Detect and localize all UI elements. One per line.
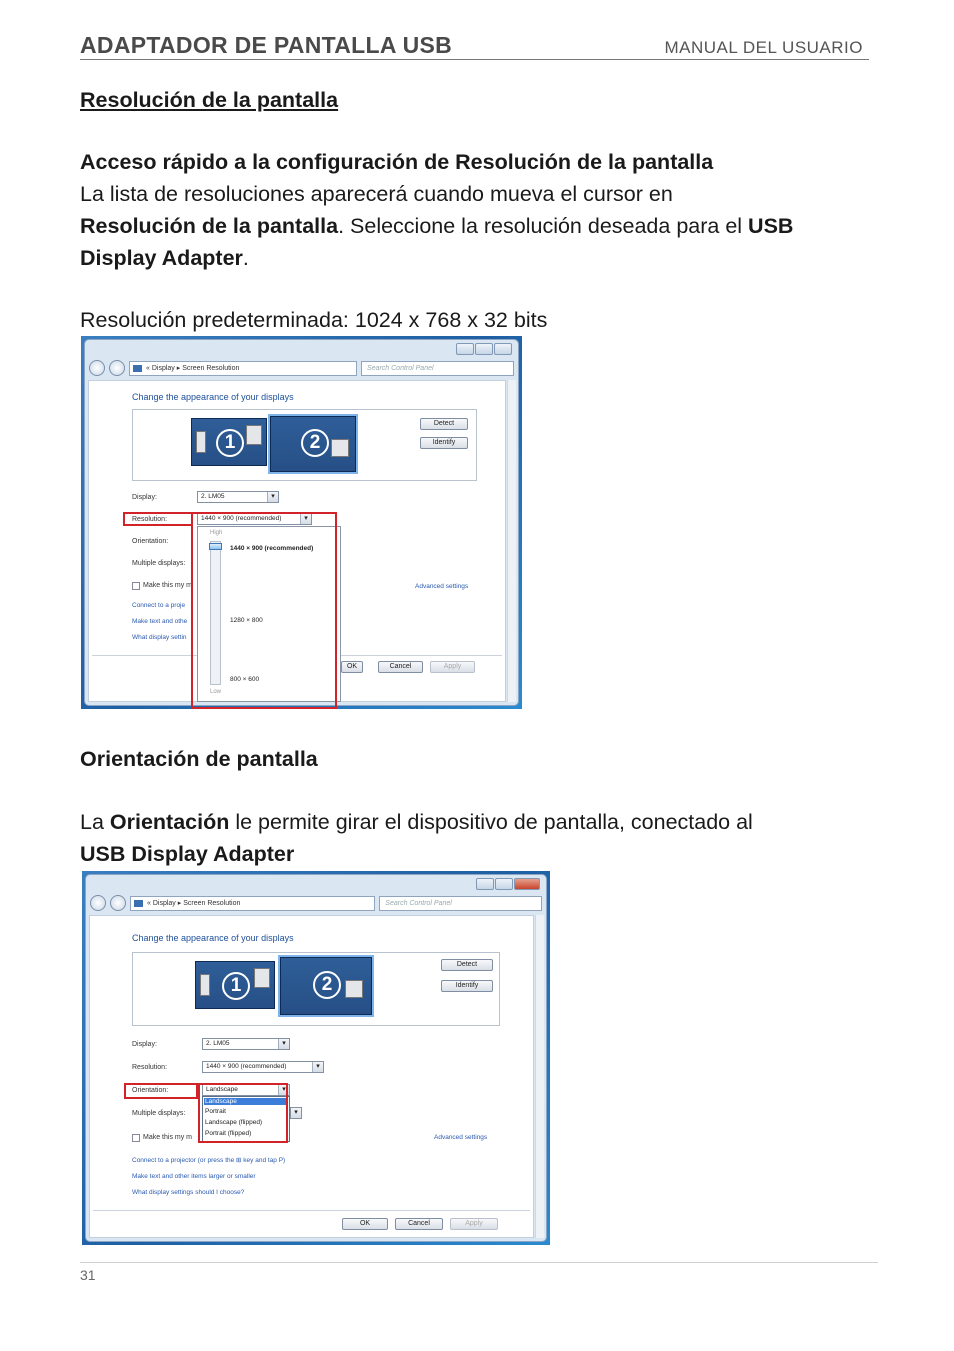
orientation-label: Orientation:	[132, 538, 169, 545]
orientation-option: Portrait	[205, 1108, 226, 1115]
address-row	[90, 894, 542, 912]
content-heading: Change the appearance of your displays	[132, 933, 294, 943]
orientation-option: Landscape (flipped)	[205, 1119, 263, 1126]
footer-divider	[80, 1262, 878, 1263]
detect-button: Detect	[420, 418, 468, 430]
identify-button: Identify	[441, 980, 493, 992]
make-main-checkbox	[132, 1134, 140, 1142]
identify-button: Identify	[420, 437, 468, 449]
search-box: Search Control Panel	[379, 896, 542, 911]
apply-button: Apply	[430, 661, 475, 673]
minimize-icon	[476, 878, 494, 890]
page-header	[80, 32, 869, 60]
divider	[93, 1210, 530, 1211]
section-title-resolution: Resolución de la pantalla	[80, 88, 339, 112]
screenshot-orientation	[82, 871, 550, 1245]
display-label: Display:	[132, 1041, 157, 1048]
orientation-dropdown: Landscape ▾	[202, 1084, 290, 1096]
minimize-icon	[456, 343, 474, 355]
monitor-1	[191, 418, 267, 466]
multiple-displays-dropdown	[290, 1107, 302, 1119]
default-resolution-text: Resolución predeterminada: 1024 x 768 x 32 bits	[80, 308, 548, 332]
document-title: ADAPTADOR DE PANTALLA USB	[80, 32, 453, 58]
cancel-button: Cancel	[395, 1218, 443, 1230]
display-help-link: What display settings should I choose?	[132, 1189, 245, 1196]
paragraph-line: La lista de resoluciones aparecerá cuando mueva el cursor en	[80, 182, 673, 206]
bold-text: Display Adapter	[80, 246, 243, 270]
forward-icon	[109, 360, 125, 376]
monitor-2	[280, 957, 372, 1015]
subsection-title-quick-access: Acceso rápido a la configuración de Resolución de la pantalla	[80, 150, 714, 174]
resolution-option: 1440 × 900 (recommended)	[230, 545, 314, 552]
orientation-option: Portrait (flipped)	[205, 1130, 252, 1137]
address-row	[89, 359, 514, 377]
back-icon	[89, 360, 105, 376]
monitor-2-number: 2	[301, 429, 329, 457]
monitor-1-number: 1	[222, 972, 250, 1000]
bold-text: Orientación	[109, 810, 230, 834]
apply-button: Apply	[450, 1218, 498, 1230]
projector-link: Connect to a proje	[132, 602, 186, 609]
resolution-dropdown: 1440 × 900 (recommended) ▾	[202, 1061, 324, 1073]
highlight-resolution-label	[123, 512, 193, 526]
highlight-orientation-list	[198, 1083, 288, 1143]
resolution-label: Resolution:	[132, 1064, 168, 1071]
address-bar: « Display ▸ Screen Resolution	[130, 896, 375, 911]
orientation-label: Orientation:	[132, 1087, 169, 1094]
text: .	[242, 246, 249, 270]
maximize-icon	[495, 878, 513, 890]
forward-icon	[110, 895, 126, 911]
maximize-icon	[475, 343, 493, 355]
monitor-preview	[132, 409, 477, 481]
monitor-1	[195, 961, 275, 1009]
detect-button: Detect	[441, 959, 493, 971]
section-title-orientation: Orientación de pantalla	[80, 747, 318, 771]
monitor-2-number: 2	[313, 971, 341, 999]
resolution-label: Resolution:	[132, 516, 168, 523]
close-icon	[514, 878, 540, 890]
text: La	[80, 810, 110, 834]
resolution-option: 800 × 600	[230, 676, 260, 683]
advanced-settings-link: Advanced settings	[415, 583, 469, 590]
display-dropdown: 2. LM05 ▾	[202, 1038, 290, 1050]
high-label: High	[210, 530, 223, 536]
monitor-preview	[132, 952, 500, 1026]
ok-button: OK	[341, 661, 363, 673]
cancel-button: Cancel	[378, 661, 423, 673]
make-main-label: Make this my m	[143, 1134, 193, 1141]
paragraph-line	[80, 806, 753, 838]
scrollbar	[535, 915, 544, 1238]
title-bar	[85, 340, 518, 358]
advanced-settings-link: Advanced settings	[434, 1134, 488, 1141]
content-heading: Change the appearance of your displays	[132, 392, 294, 402]
title-bar	[86, 875, 546, 893]
projector-link: Connect to a projector (or press the ⊞ key and tap P)	[132, 1157, 286, 1164]
paragraph-line	[80, 210, 793, 242]
address-bar: « Display ▸ Screen Resolution	[129, 361, 357, 376]
window	[85, 874, 547, 1242]
text-size-link: Make text and other items larger or smaller	[132, 1173, 256, 1180]
bold-text: USB	[748, 214, 794, 238]
resolution-option: 1280 × 800	[230, 617, 263, 624]
bold-text: Resolución de la pantalla	[80, 214, 339, 238]
low-label: Low	[210, 689, 222, 695]
text: . Seleccione la resolución deseada para el	[338, 214, 749, 238]
paragraph-line	[80, 242, 249, 274]
scrollbar	[507, 380, 516, 702]
close-icon	[494, 343, 512, 355]
display-dropdown: 2. LM05 ▾	[197, 491, 279, 503]
highlight-orientation-label	[124, 1083, 198, 1099]
text-size-link: Make text and othe	[132, 618, 188, 625]
display-help-link: What display settin	[132, 634, 187, 641]
orientation-option: Landscape	[204, 1098, 288, 1105]
paragraph-line-bold: USB Display Adapter	[80, 842, 295, 866]
window-content	[89, 915, 534, 1238]
display-label: Display:	[132, 494, 157, 501]
text: le permite girar el dispositivo de pantalla, conectado al	[229, 810, 753, 834]
screenshot-resolution	[81, 336, 522, 709]
back-icon	[90, 895, 106, 911]
highlight-resolution-panel	[191, 512, 337, 709]
ok-button: OK	[342, 1218, 388, 1230]
monitor-1-number: 1	[216, 429, 244, 457]
manual-label: MANUAL DEL USUARIO	[664, 38, 863, 57]
make-main-label: Make this my m	[143, 582, 193, 589]
search-box: Search Control Panel	[361, 361, 514, 376]
page-number: 31	[80, 1267, 96, 1283]
multiple-displays-label: Multiple displays:	[132, 1110, 186, 1117]
make-main-checkbox	[132, 582, 140, 590]
resolution-dropdown: 1440 × 900 (recommended) ▾	[197, 513, 312, 525]
multiple-displays-label: Multiple displays:	[132, 560, 186, 567]
monitor-2	[270, 416, 356, 472]
